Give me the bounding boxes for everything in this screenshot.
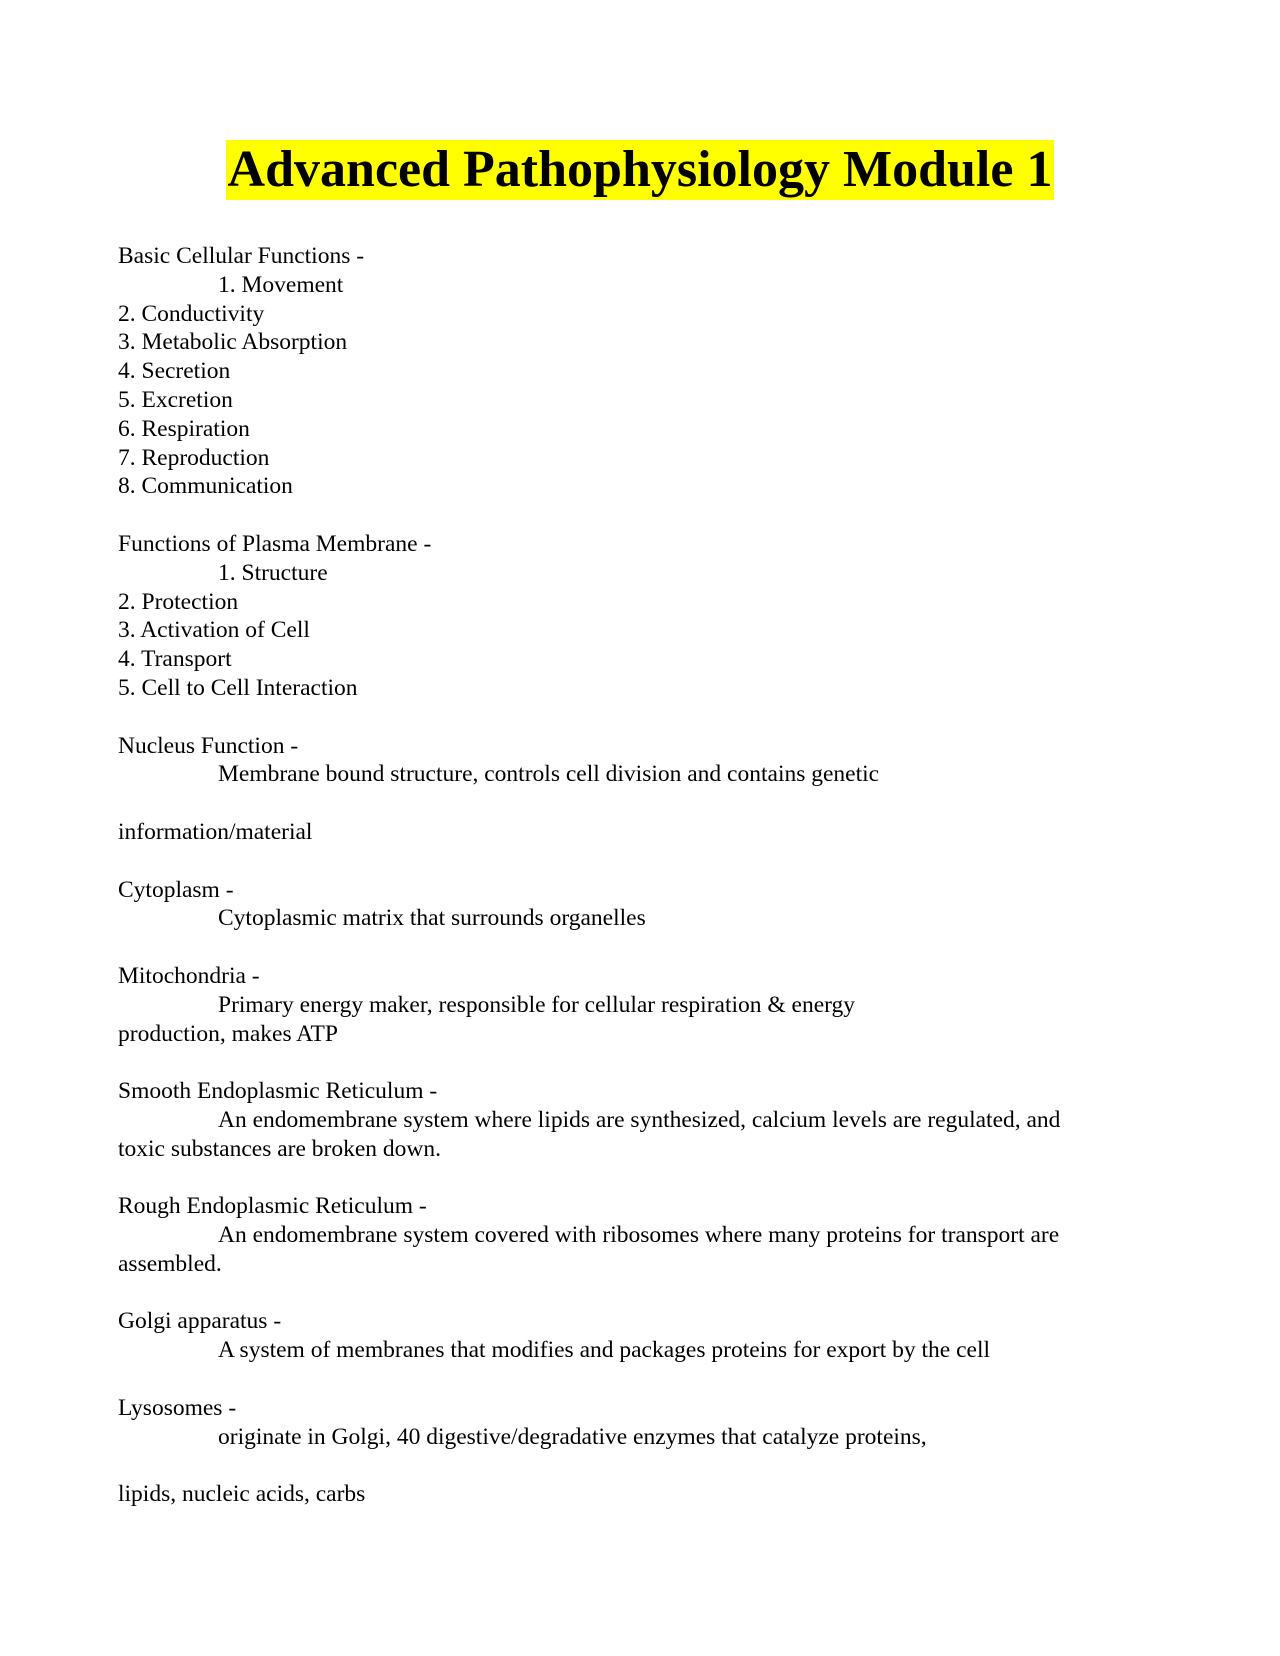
- list-item: 5. Excretion: [118, 386, 233, 413]
- list-item: 8. Communication: [118, 473, 293, 500]
- definition-text: A system of membranes that modifies and packages proteins for export by the cell: [218, 1337, 991, 1364]
- spacer: [118, 501, 1128, 530]
- page-title: Advanced Pathophysiology Module 1: [227, 141, 1053, 198]
- list-item: 6. Respiration: [118, 415, 250, 442]
- spacer: [118, 1365, 1128, 1394]
- section-heading: Golgi apparatus -: [118, 1308, 282, 1335]
- spacer: [118, 703, 1128, 732]
- list-item: 4. Secretion: [118, 358, 231, 385]
- definition-text: An endomembrane system covered with ribosomes where many proteins for transport are: [218, 1222, 1060, 1249]
- section-lysosomes: [118, 1394, 1128, 1509]
- section-cytoplasm: [118, 876, 1128, 934]
- definition-text: production, makes ATP: [118, 1020, 338, 1047]
- list-item: 3. Activation of Cell: [118, 617, 310, 644]
- list-item: 5. Cell to Cell Interaction: [118, 674, 358, 701]
- spacer: [118, 789, 1128, 818]
- list-item: 1. Structure: [218, 559, 328, 586]
- spacer: [118, 847, 1128, 876]
- list-item: 4. Transport: [118, 646, 232, 673]
- section-rough-er: [118, 1192, 1128, 1278]
- title-container: [0, 140, 1280, 200]
- section-heading: Functions of Plasma Membrane -: [118, 530, 432, 557]
- list-item: 2. Conductivity: [118, 300, 265, 327]
- definition-text: An endomembrane system where lipids are synthesized, calcium levels are regulated, and: [218, 1106, 1061, 1133]
- section-plasma-membrane: [118, 530, 1128, 703]
- section-heading: Basic Cellular Functions -: [118, 243, 365, 269]
- spacer: [118, 1279, 1128, 1308]
- section-heading: Mitochondria -: [118, 962, 260, 989]
- section-golgi: [118, 1307, 1128, 1365]
- list-item: 1. Movement: [218, 271, 344, 298]
- list-item: 2. Protection: [118, 588, 239, 615]
- spacer: [118, 1451, 1128, 1480]
- definition-text: Membrane bound structure, controls cell division and contains genetic: [218, 761, 880, 788]
- document-body: [118, 242, 1128, 1509]
- definition-text: toxic substances are broken down.: [118, 1135, 442, 1162]
- definition-text: information/material: [118, 818, 313, 845]
- section-heading: Nucleus Function -: [118, 732, 299, 759]
- section-nucleus: [118, 732, 1128, 847]
- section-smooth-er: [118, 1077, 1128, 1163]
- definition-text: lipids, nucleic acids, carbs: [118, 1481, 366, 1508]
- definition-text: Primary energy maker, responsible for cellular respiration & energy: [218, 991, 856, 1018]
- section-heading: Cytoplasm -: [118, 876, 234, 903]
- list-item: 7. Reproduction: [118, 444, 270, 471]
- definition-text: assembled.: [118, 1250, 222, 1277]
- spacer: [118, 933, 1128, 962]
- section-mitochondria: [118, 962, 1128, 1048]
- definition-text: originate in Golgi, 40 digestive/degradative enzymes that catalyze proteins,: [218, 1423, 927, 1450]
- section-heading: Lysosomes -: [118, 1394, 237, 1421]
- spacer: [118, 1164, 1128, 1193]
- section-heading: Rough Endoplasmic Reticulum -: [118, 1193, 427, 1220]
- section-heading: Smooth Endoplasmic Reticulum -: [118, 1078, 438, 1105]
- list-item: 3. Metabolic Absorption: [118, 329, 348, 356]
- definition-text: Cytoplasmic matrix that surrounds organelles: [218, 905, 646, 932]
- spacer: [118, 1048, 1128, 1077]
- section-basic-cellular-functions: [118, 242, 1128, 501]
